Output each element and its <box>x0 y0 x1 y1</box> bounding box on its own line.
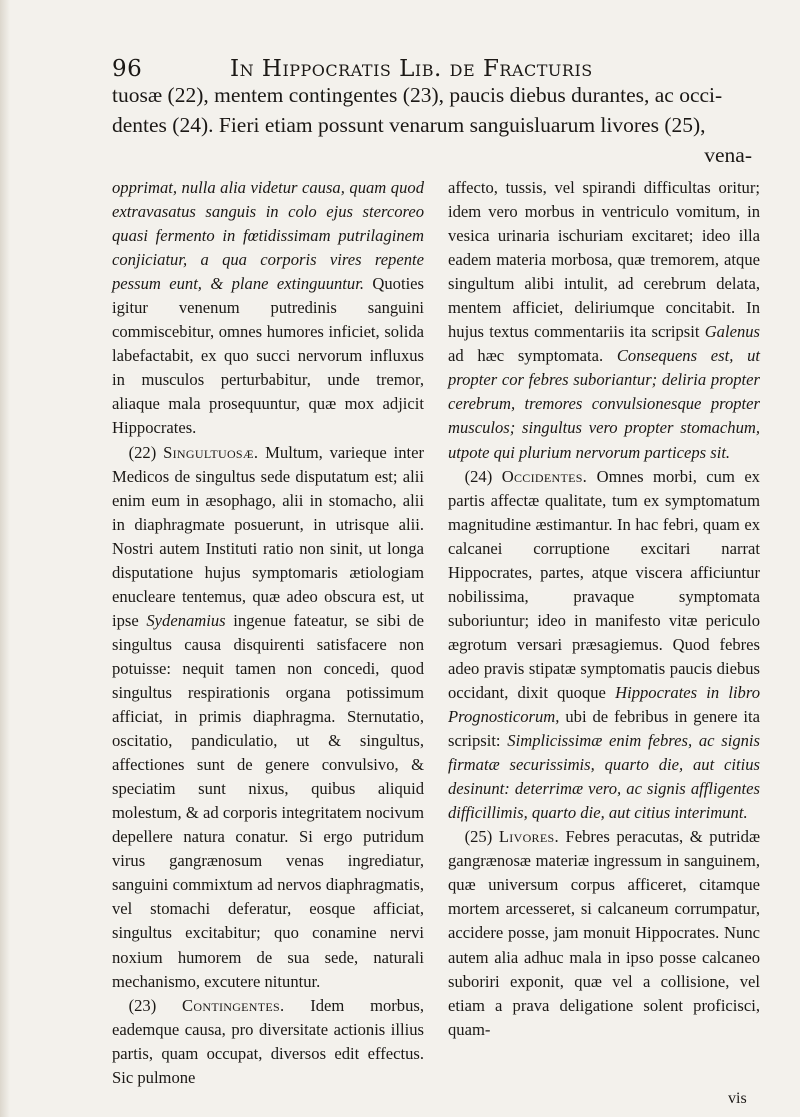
note-23-text: Idem morbus, eademque causa, pro diversitate actionis illius partis, quam occupat, diversos edit effectus. Sic pulmone <box>112 995 424 1087</box>
note-23 <box>112 994 424 1090</box>
left-quote-paragraph <box>112 176 424 441</box>
catchword: vis <box>728 1090 747 1107</box>
note-24-number: (24) <box>464 466 493 486</box>
note-24-heading: Occidentes. <box>501 466 588 486</box>
page-gutter-shadow <box>0 0 10 1117</box>
note-25 <box>448 825 760 1041</box>
note-22 <box>112 441 424 994</box>
intro-line-3: vena- <box>704 143 752 167</box>
note-24 <box>448 465 760 826</box>
left-column <box>112 176 424 1090</box>
note-22-author: Sydenamius <box>146 610 226 630</box>
note-22-number: (22) <box>128 442 157 462</box>
running-title: In Hippocratis Lib. de Fracturis <box>230 56 593 82</box>
note-22-text-a: Multum, varieque inter Medicos de singultus sede disputatum est; alii enim eum in æsophago, alii in stomacho, alii in diaphragmate posuerunt, in utrisque alii. Nostri autem Instituti ratio non sinit, ut longa disputatione hujus symptomaris ætiologiam enucleare tentemus, quæ adeo obscura est, ut ipse <box>112 442 424 630</box>
note-25-number: (25) <box>464 827 493 847</box>
note-24-reference: Hippocrates in libro Prognosticorum, <box>448 682 760 727</box>
right-column <box>448 176 760 1042</box>
right-text-a: affecto, tussis, vel spirandi difficultas oritur; idem vero morbus in ventriculo vomitum, in vesica urinaria ischuriam excitaret; ideo illa eadem materia morbosa, quæ tremorem, atque singultum alibi intulit, ad cerebrum delata, mentem afficiet, deliriumque concitabit. In hujus textus commentariis ita scripsit <box>448 178 760 342</box>
right-text-b: ad hæc symptomata. <box>448 346 604 366</box>
intro-line-2: dentes (24). Fieri etiam possunt venarum sanguisluarum livores (25), <box>112 113 706 137</box>
note-25-heading: Livores. <box>498 827 559 847</box>
italic-quote: opprimat, nulla alia videtur causa, quam quod extravasatus sanguis in colo ejus stercoreo quasi fermento in fœtidissimam putrilaginem conjiciatur, a qua corporis vires repente pessum eunt, & plane extinguuntur. <box>112 178 424 294</box>
note-23-number: (23) <box>128 995 157 1015</box>
note-23-heading: Contingentes. <box>182 995 285 1015</box>
galen-quote: Consequens est, ut propter cor febres suboriantur; deliria propter cerebrum, tremores convulsionesque propter musculos; singultus vero propter stomachum, utpote qui plurium nervorum particeps sit. <box>448 346 761 462</box>
note-24-text-a: Omnes morbi, cum ex partis affectæ qualitate, tum ex symptomatum magnitudine æstimantur. In hac febri, quam ex calcanei corruptione excitari narrat Hippocrates, partes, atque viscera afficiuntur nobilissima, pravaque symptomata suboriuntur; ideo in manifesto vitæ periculo ægrotum versari præsagiemus. Quod febres adeo pravis stipatæ symptomatis paucis diebus occidant, dixit quoque <box>448 466 760 702</box>
note-22-heading: Singultuosæ. <box>163 442 259 462</box>
intro-line-1: tuosæ (22), mentem contingentes (23), paucis diebus durantes, ac occi- <box>112 83 723 107</box>
note-22-text-b: ingenue fateatur, se sibi de singultus causa disquirenti satisfacere non potuisse: nequit tamen non concedi, quod singultus respirationis organa potissimum afficiat, in primis diaphragma. Sternutatio, oscitatio, pandiculatio, ut & singultus, affectiones sunt de genere convulsivo, & speciatim sunt nixus, quibus aliquid molestum, & ad corporis integritatem nocivum depellere natura conatur. Si ergo putridum virus gangrænosum venas ingrediatur, sanguini commixtum ad nervos diaphragmatis, vel stomachi deferatur, eosque afficiat, singultus excitabitur; quo conamine nervi noxium humorem de sua sede, naturali mechanismo, excutere nituntur. <box>112 610 424 991</box>
intro-text <box>112 80 752 170</box>
note-24-text-b: ubi de febribus in genere ita scripsit: <box>448 707 760 751</box>
note-25-text: Febres peracutas, & putridæ gangrænosæ materiæ ingressum in sanguinem, quæ universum corpus afficeret, citamque mortem arcesseret, si calcaneum corrumpatur, accidere posse, jam monuit Hippocrates. Nunc autem alia adhuc mala in ipso posse calcaneo suboriri exponit, quæ vel a collisione, vel etiam a prava deligatione solent proficisci, quam- <box>448 827 761 1039</box>
page-number: 96 <box>112 56 143 82</box>
author-galenus: Galenus <box>704 322 760 342</box>
right-paragraph-1 <box>448 176 760 465</box>
note-24-quote: Simplicissimæ enim febres, ac signis firmatæ securissimis, quarto die, aut citius desinunt: deterrimæ vero, ac signis affligentes difficillimis, quarto die, aut citius interimunt. <box>448 731 760 823</box>
left-paragraph-1: Quoties igitur venenum putredinis sanguini commiscebitur, omnes humores inficiet, solida labefactabit, ex quo succi nervorum influxus in musculos perturbabitur, unde tremor, aliaque mala prosequuntur, quæ mox adjicit Hippocrates. <box>112 274 424 438</box>
